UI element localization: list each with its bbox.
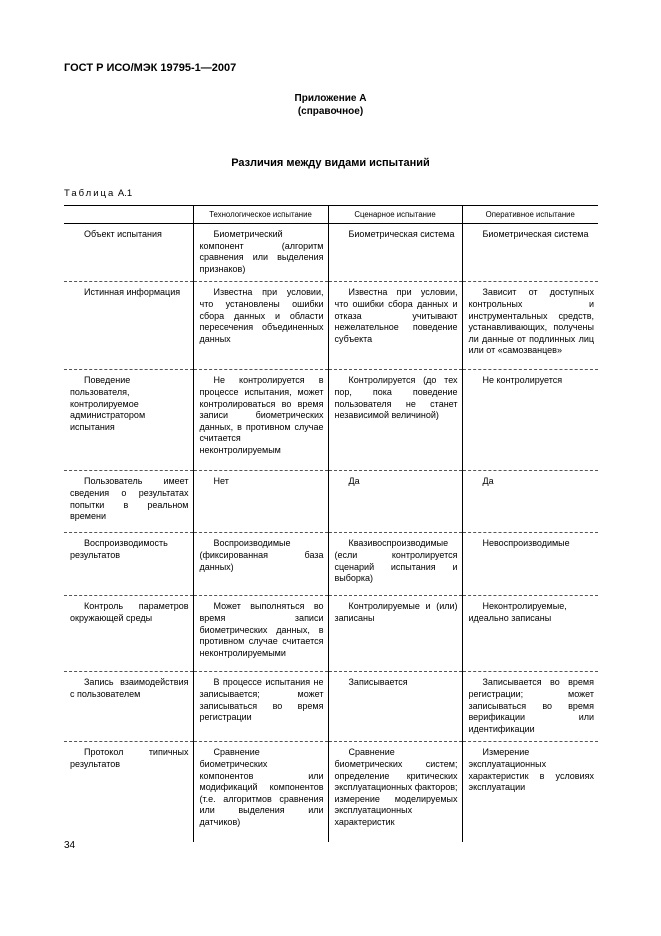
document-header-code: ГОСТ Р ИСО/МЭК 19795-1—2007: [64, 62, 237, 74]
page-number: 34: [64, 840, 76, 851]
header-technological-test: Технологическое испытание: [193, 206, 328, 224]
row-parameter: Истинная информация: [64, 282, 193, 370]
row-parameter: Поведение пользователя, контролируемое администратором испытания: [64, 370, 193, 471]
operational-cell: Записывается во время регистрации; может записываться во время верификации или идентификации: [462, 672, 598, 742]
table-label-word: Таблица: [64, 188, 116, 199]
table-label: [64, 188, 132, 199]
operational-cell: Неконтролируемые, идеально записаны: [462, 596, 598, 672]
table-row: [64, 672, 598, 742]
table-row: [64, 533, 598, 596]
technological-cell: Воспроизводимые (фиксированная база данных): [193, 533, 328, 596]
scenario-cell: Сравнение биометрических систем; определение критических эксплуатационных факторов; измерение моделируемых эксплуатационных характеристик: [328, 742, 462, 842]
scenario-cell: Контролируемые и (или) записаны: [328, 596, 462, 672]
operational-cell: Биометрическая система: [462, 224, 598, 282]
operational-cell: Да: [462, 471, 598, 533]
row-parameter: Пользователь имеет сведения о результатах попытки в реальном времени: [64, 471, 193, 533]
technological-cell: Может выполняться во время записи биометрических данных, в противном случае считается неконтролируемыми: [193, 596, 328, 672]
scenario-cell: Записывается: [328, 672, 462, 742]
operational-cell: Измерение эксплуатационных характеристик в условиях эксплуатации: [462, 742, 598, 842]
table-row: [64, 742, 598, 842]
technological-cell: В процессе испытания не записывается; может записываться во время регистрации: [193, 672, 328, 742]
table-label-number: А.1: [117, 188, 133, 199]
row-parameter: Воспроизводимость результатов: [64, 533, 193, 596]
comparison-table: [64, 205, 598, 842]
scenario-cell: Контролируется (до тех пор, пока поведение пользователя не станет независимой величиной): [328, 370, 462, 471]
scenario-cell: Квазивоспроизводимые (если контролируется сценарий испытания и выборка): [328, 533, 462, 596]
annex-heading: [0, 92, 661, 118]
table-row: [64, 370, 598, 471]
table-row: [64, 471, 598, 533]
table-row: [64, 282, 598, 370]
section-title: Различия между видами испытаний: [231, 157, 430, 169]
annex-subtitle: (справочное): [297, 106, 364, 117]
header-scenario-test: Сценарное испытание: [328, 206, 462, 224]
scenario-cell: Да: [328, 471, 462, 533]
row-parameter: Контроль параметров окружающей среды: [64, 596, 193, 672]
table-row: [64, 224, 598, 282]
row-parameter: Объект испытания: [64, 224, 193, 282]
technological-cell: Не контролируется в процессе испытания, может контролироваться во время записи биометрических данных, в противном случае считается неконтролируемым: [193, 370, 328, 471]
operational-cell: Зависит от доступных контрольных и инструментальных средств, устанавливающих, получены ли данные от подлинных лиц или от «самозванцев»: [462, 282, 598, 370]
technological-cell: Биометрический компонент (алгоритм сравнения или выделения признаков): [193, 224, 328, 282]
technological-cell: Сравнение биометрических компонентов или модификаций компонентов (т.е. алгоритмов сравнения или выделения или датчиков): [193, 742, 328, 842]
technological-cell: Известна при условии, что установлены ошибки сбора данных и области пересечения объединенных данных: [193, 282, 328, 370]
row-parameter: Протокол типичных результатов: [70, 747, 189, 769]
header-operational-test: Оперативное испытание: [462, 206, 598, 224]
scenario-cell: Известна при условии, что ошибки сбора данных и отказа учитывают нежелательное поведение субъекта: [328, 282, 462, 370]
annex-title: Приложение А: [294, 93, 367, 104]
scenario-cell: Биометрическая система: [328, 224, 462, 282]
operational-cell: Невоспроизводимые: [462, 533, 598, 596]
row-parameter: Запись взаимодействия с пользователем: [64, 672, 193, 742]
table-row: [64, 596, 598, 672]
operational-cell: Не контролируется: [462, 370, 598, 471]
technological-cell: Нет: [193, 471, 328, 533]
header-blank: [64, 206, 193, 224]
table-header-row: [64, 206, 598, 224]
